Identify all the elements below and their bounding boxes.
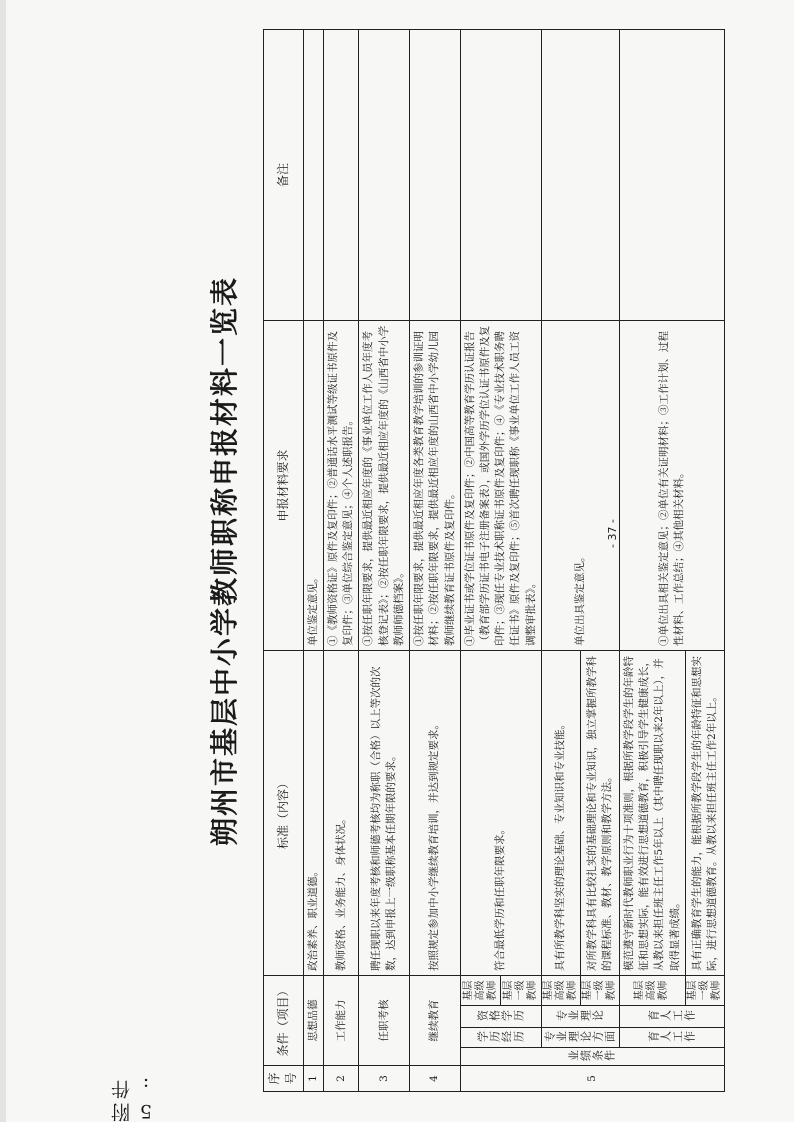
row-materials: ①按任职年限要求，提供最近相应年度各类教育教学培训的参训证明材料；②按任职年限要求，提供最近相应年度的山西省中小学幼儿园教师继续教育证书原件及复印件。 bbox=[410, 320, 461, 650]
row-no: 2 bbox=[324, 1066, 359, 1092]
category-qualification: 资格学历 bbox=[460, 1006, 541, 1028]
table-row bbox=[359, 29, 410, 1091]
level-senior: 基层高级教师 bbox=[541, 975, 580, 1005]
row-standard: 聘任现职以来年度考核和师德考核均为称职（合格）以上等次的次数，达到申报上一级职称基本任期年限的要求。 bbox=[359, 650, 410, 975]
row-materials: ①单位出具相关鉴定意见；②单位有关证明材料；③工作计划、过程性材料、工作总结；④其他相关材料。 bbox=[619, 320, 724, 650]
row-no: 3 bbox=[359, 1066, 410, 1092]
row-materials: ①《教师资格证》原件及复印件；②普通话水平测试等级证书原件及复印件；③单位综合鉴定意见；④个人述职报告。 bbox=[324, 320, 359, 650]
row-standard: 对所教学科具有比较扎实的基础理论和专业知识，独立掌握所教学科的课程标准、教材、教学原则和教学方法。 bbox=[580, 650, 619, 975]
row-standard: 模范遵守新时代教师职业行为十项准则，根据所教学段学生的年龄特征和思想实际，能有效进行思想道德教育，积极引导学生健康成长，从教以来担任班主任工作5年以上（其中聘任现职以来2年以上），并取得显著成绩。 bbox=[619, 650, 685, 975]
level-senior: 基层高级教师 bbox=[460, 975, 501, 1005]
level-first: 基层一级教师 bbox=[580, 975, 619, 1005]
level-first: 基层一级教师 bbox=[685, 975, 724, 1005]
table-row bbox=[460, 29, 501, 1091]
row-materials: ①毕业证书或学位证书原件及复印件；②中国高等教育学历认证报告（教育部学历证书电子注册备案表），或国外学历学位认证书原件及复印件；③现任专业技术职称证书原件及复印件；④《专业技术职务聘任证书》原件及复印件；⑤首次聘任现职称《事业单位工作人员工资调整审批表》。 bbox=[460, 320, 541, 650]
row-condition: 工作能力 bbox=[324, 975, 359, 1065]
row-remarks bbox=[619, 29, 724, 320]
row-materials: ①按任职年限要求，提供最近相应年度的《事业单位工作人员年度考核登记表》；②按任职年限要求，提供最近相应年度的《山西省中小学教师师德档案》。 bbox=[359, 320, 410, 650]
row-standard: 政治素养、职业道德。 bbox=[303, 650, 323, 975]
row-remarks bbox=[410, 29, 461, 320]
scan-edge bbox=[0, 0, 6, 1122]
row-remarks bbox=[541, 29, 619, 320]
row-standard: 按照规定参加中小学继续教育培训，并达到规定要求。 bbox=[410, 650, 461, 975]
row-no: 4 bbox=[410, 1066, 461, 1092]
category-education: 育人工作 bbox=[619, 1006, 724, 1028]
table-row bbox=[324, 29, 359, 1091]
header-no: 序号 bbox=[264, 1066, 304, 1092]
header-condition: 条件（项目） bbox=[264, 975, 304, 1065]
row-remarks bbox=[303, 29, 323, 320]
landscape-page bbox=[205, 30, 722, 1092]
level-first: 基层一级教师 bbox=[501, 975, 542, 1005]
row-standard: 教师资格、业务能力、身体状况。 bbox=[324, 650, 359, 975]
sub-label-theory: 专业理论方面 bbox=[541, 1028, 619, 1048]
header-standard: 标准（内容） bbox=[264, 650, 304, 975]
row-condition: 继续教育 bbox=[410, 975, 461, 1065]
row-remarks bbox=[324, 29, 359, 320]
row-no: 1 bbox=[303, 1066, 323, 1092]
category-theory: 专业理论 bbox=[541, 1006, 619, 1028]
materials-table bbox=[263, 29, 725, 1092]
header-materials: 申报材料要求 bbox=[264, 320, 304, 650]
level-senior: 基层高级教师 bbox=[619, 975, 685, 1005]
sub-label-education: 育人工作 bbox=[619, 1028, 724, 1048]
table-row bbox=[303, 29, 323, 1091]
table-row bbox=[619, 29, 685, 1091]
row-remarks bbox=[359, 29, 410, 320]
row-no: 5 bbox=[460, 1066, 724, 1092]
row-standard: 具有正确教育学生的能力，能根据所教学段学生的年龄特征和思想实际，进行思想道德教育。从教以来担任班主任工作2年以上。 bbox=[685, 650, 724, 975]
row-condition: 任职考核 bbox=[359, 975, 410, 1065]
table-header-row bbox=[264, 29, 304, 1091]
sub-label-background: 学历经历 bbox=[460, 1028, 541, 1048]
row-standard: 具有所教学科坚实的理论基础、专业知识和专业技能。 bbox=[541, 650, 580, 975]
attachment-label: 附件 5: bbox=[111, 1070, 157, 1122]
row-materials: 单位鉴定意见。 bbox=[303, 320, 323, 650]
document-title: 朔州市基层中小学教师职称申报材料一览表 bbox=[208, 276, 241, 847]
row-standard: 符合最低学历和任职年限要求。 bbox=[460, 650, 541, 975]
group-label: 业绩条件 bbox=[460, 1048, 724, 1066]
page-number: - 37 - bbox=[605, 519, 619, 548]
row-condition: 思想品德 bbox=[303, 975, 323, 1065]
row-materials: 单位出具鉴定意见。 bbox=[541, 320, 619, 650]
table-row bbox=[410, 29, 461, 1091]
row-remarks bbox=[460, 29, 541, 320]
table-row bbox=[541, 29, 580, 1091]
header-remarks: 备注 bbox=[264, 29, 304, 320]
